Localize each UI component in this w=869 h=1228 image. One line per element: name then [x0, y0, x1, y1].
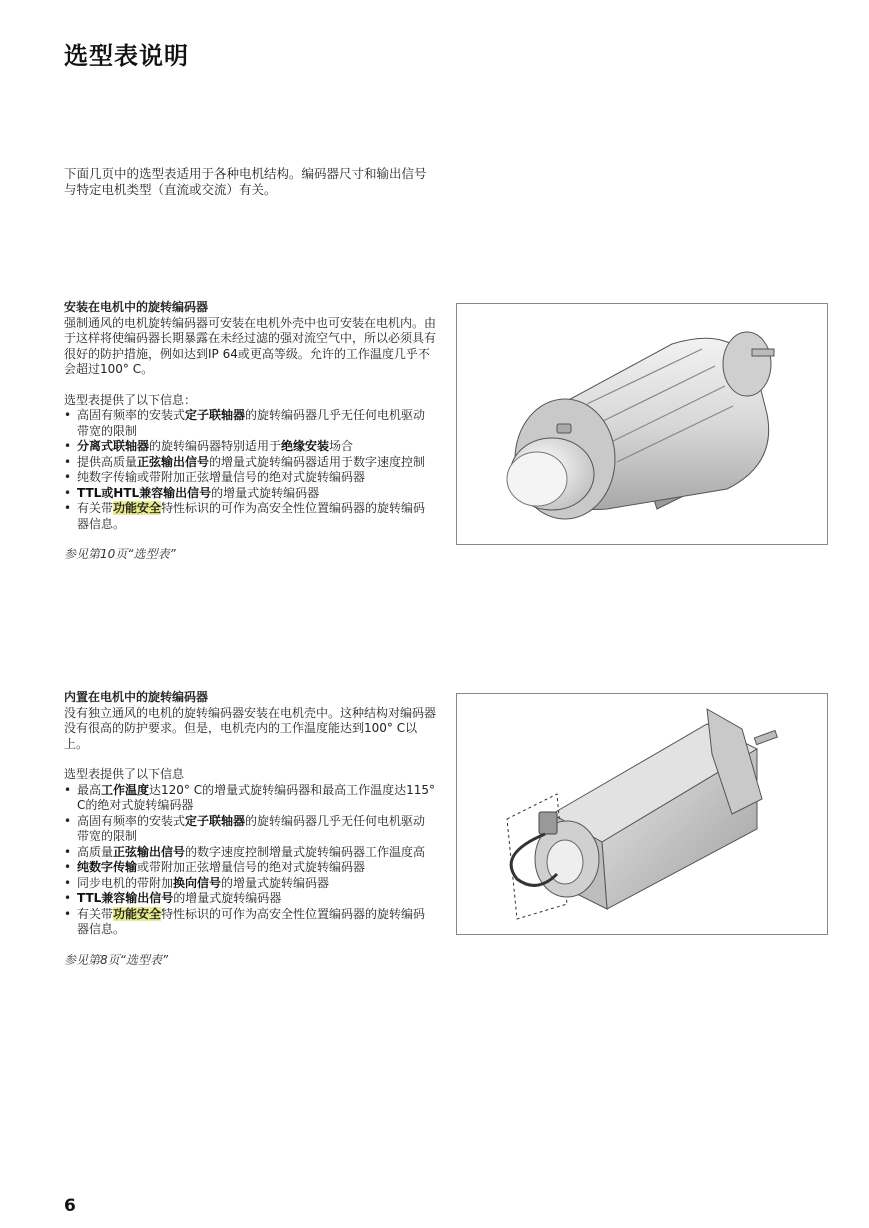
page-title: 选型表说明	[64, 42, 189, 70]
intro-text: 下面几页中的选型表适用于各种电机结构。编码器尺寸和输出信号与特定电机类型（直流或交流）有关。	[64, 166, 427, 197]
list-item: • 纯数字传输或带附加正弦增量信号的绝对式旋转编码器	[64, 860, 436, 876]
motor-with-mounted-encoder-figure	[456, 303, 828, 545]
see-also-link[interactable]: 参见第10页“选型表”	[64, 547, 176, 561]
list-item: • 同步电机的带附加换向信号的增量式旋转编码器	[64, 876, 436, 892]
section-heading: 安装在电机中的旋转编码器	[64, 300, 209, 314]
list-item: • TTL或HTL兼容输出信号的增量式旋转编码器	[64, 486, 436, 502]
list-item: • 高质量正弦输出信号的数字速度控制增量式旋转编码器工作温度高	[64, 845, 436, 861]
motor-with-built-in-encoder-figure	[456, 693, 828, 935]
motor-illustration	[457, 304, 827, 544]
feature-list	[64, 408, 436, 532]
list-intro: 选型表提供了以下信息：	[64, 392, 197, 407]
list-item: • 纯数字传输或带附加正弦增量信号的绝对式旋转编码器	[64, 470, 436, 486]
section-built-in-encoder	[64, 690, 436, 968]
list-item: • 分离式联轴器的旋转编码器特别适用于绝缘安装场合	[64, 439, 436, 455]
see-also-link[interactable]: 参见第8页“选型表”	[64, 952, 169, 967]
feature-list	[64, 783, 436, 938]
list-item: • 最高工作温度达120° C的增量式旋转编码器和最高工作温度达115° C的绝对式旋转编码器	[64, 783, 436, 814]
list-item: • 提供高质量正弦输出信号的增量式旋转编码器适用于数字速度控制	[64, 455, 436, 471]
servo-motor-illustration	[457, 694, 827, 934]
section-paragraph: 强制通风的电机旋转编码器可安装在电机外壳中也可安装在电机内。由于这样将使编码器长期暴露在未经过滤的强对流空气中，所以必须具有很好的防护措施，例如达到IP 64或更高等级。允许的工作温度几乎不会超过100° C。	[64, 315, 437, 376]
section-mounted-encoder	[64, 300, 436, 563]
section-heading: 内置在电机中的旋转编码器	[64, 690, 209, 704]
functional-safety-highlight: 功能安全	[113, 501, 162, 515]
list-intro: 选型表提供了以下信息	[64, 767, 185, 781]
functional-safety-highlight: 功能安全	[113, 906, 162, 921]
list-item: • 有关带功能安全特性标识的可作为高安全性位置编码器的旋转编码器信息。	[64, 501, 436, 532]
section-paragraph: 没有独立通风的电机的旋转编码器安装在电机壳中。这种结构对编码器没有很高的防护要求。但是，电机壳内的工作温度能达到100° C以上。	[64, 705, 437, 751]
list-item: • 高固有频率的安装式定子联轴器的旋转编码器几乎无任何电机驱动带宽的限制	[64, 408, 436, 439]
list-item: • 有关带功能安全特性标识的可作为高安全性位置编码器的旋转编码器信息。	[64, 907, 436, 938]
page-number: 6	[64, 1196, 76, 1216]
list-item: • TTL兼容输出信号的增量式旋转编码器	[64, 891, 436, 907]
list-item: • 高固有频率的安装式定子联轴器的旋转编码器几乎无任何电机驱动带宽的限制	[64, 814, 436, 845]
